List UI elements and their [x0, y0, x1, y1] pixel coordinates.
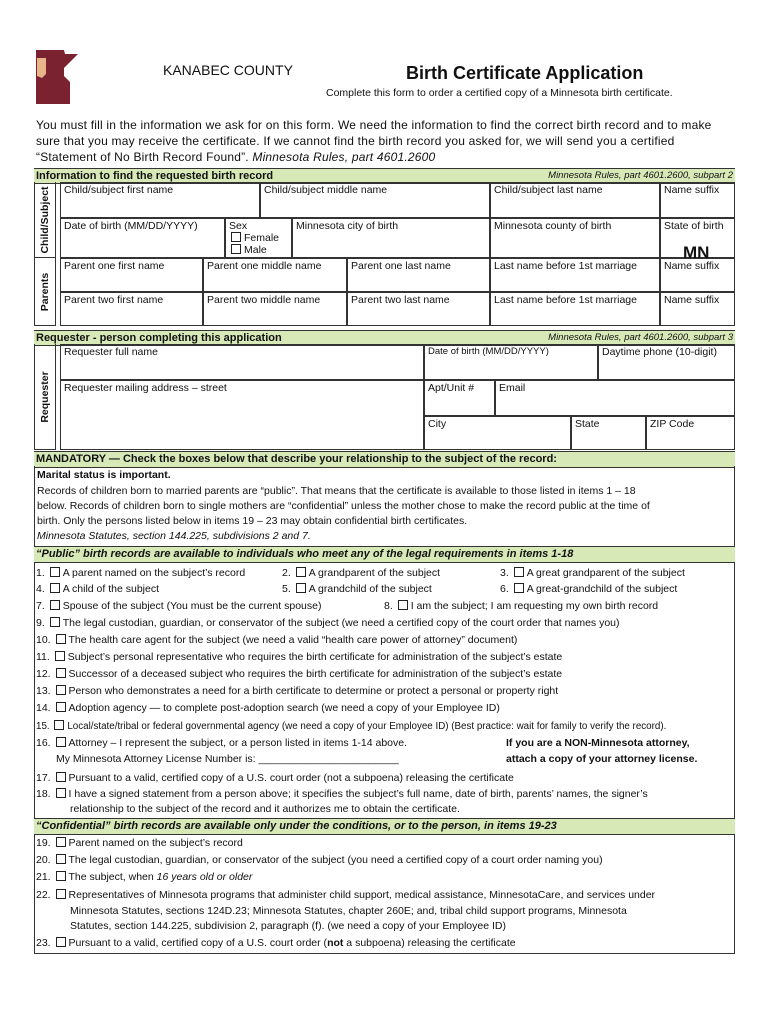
mandatory-line-3: birth. Only the persons listed below in items 19 – 23 may obtain confidential birth certificates.	[37, 515, 468, 527]
item-15-checkbox[interactable]	[54, 720, 64, 730]
item-20-checkbox[interactable]	[56, 854, 66, 864]
county-name: KANABEC COUNTY	[163, 62, 293, 78]
item-5-checkbox[interactable]	[296, 583, 306, 593]
page-subtitle: Complete this form to order a certified copy of a Minnesota birth certificate.	[326, 87, 673, 99]
state-value: MN	[683, 243, 710, 262]
requester-address-field[interactable]: Requester mailing address – street	[60, 380, 424, 450]
item-17-checkbox[interactable]	[56, 772, 66, 782]
item-3-checkbox[interactable]	[514, 567, 524, 577]
public-heading: “Public” birth records are available to individuals who meet any of the legal requirements in items 1-18	[36, 548, 574, 560]
item-16-note-1: If you are a NON-Minnesota attorney,	[506, 737, 690, 749]
parent1-middle-field[interactable]: Parent one middle name	[203, 258, 347, 292]
parent2-suffix-field[interactable]: Name suffix	[660, 292, 735, 326]
requester-dob-field[interactable]: Date of birth (MM/DD/YYYY)	[424, 344, 598, 380]
item-14: 14. Adoption agency — to complete post-adoption search (we need a copy of your Employee ID)	[36, 702, 500, 714]
child-suffix-field[interactable]: Name suffix	[660, 182, 735, 218]
intro-rule: Minnesota Rules, part 4601.2600	[252, 150, 436, 164]
confidential-heading: “Confidential” birth records are available only under the conditions, or to the person, in items 19-23	[36, 820, 557, 832]
item-11-checkbox[interactable]	[55, 651, 65, 661]
item-2: 2. A grandparent of the subject	[282, 567, 441, 579]
parent2-maiden-field[interactable]: Last name before 1st marriage	[490, 292, 660, 326]
intro-paragraph	[36, 117, 736, 165]
item-19: 19. Parent named on the subject’s record	[36, 837, 243, 849]
child-middle-name-field[interactable]: Child/subject middle name	[260, 182, 490, 218]
item-18: 18. I have a signed statement from a person above; it specifies the subject’s full name, date of birth, parents’ names, the signer’s	[36, 788, 648, 800]
requester-city-field[interactable]: City	[424, 416, 571, 450]
item-7: 7. Spouse of the subject (You must be the current spouse)	[36, 600, 322, 612]
requester-phone-field[interactable]: Daytime phone (10-digit)	[598, 344, 735, 380]
item-21-checkbox[interactable]	[56, 871, 66, 881]
requester-state-field[interactable]: State	[571, 416, 646, 450]
item-10: 10. The health care agent for the subject (we need a valid “health care power of attorney” document)	[36, 634, 518, 646]
child-first-name-field[interactable]: Child/subject first name	[60, 182, 260, 218]
item-16-note-2: attach a copy of your attorney license.	[506, 753, 698, 765]
parent1-first-field[interactable]: Parent one first name	[60, 258, 203, 292]
public-header	[34, 546, 735, 563]
requester-heading: Requester - person completing this application	[36, 332, 282, 344]
mandatory-statute: Minnesota Statutes, section 144.225, subdivisions 2 and 7.	[37, 530, 311, 542]
male-checkbox[interactable]	[231, 244, 241, 254]
requester-apt-field[interactable]: Apt/Unit #	[424, 380, 495, 416]
minnesota-map-logo	[34, 48, 80, 106]
item-17: 17. Pursuant to a valid, certified copy of a U.S. court order (not a subpoena) releasing the certificate	[36, 772, 514, 784]
item-3: 3. A great grandparent of the subject	[500, 567, 685, 579]
item-16: 16. Attorney – I represent the subject, or a person listed in items 1-14 above.	[36, 737, 408, 749]
item-15: 15. Local/state/tribal or federal governmental agency (we need a copy of your Employee ID) (Best practice: wait for family to verify the record).	[36, 721, 667, 732]
item-23: 23. Pursuant to a valid, certified copy of a U.S. court order (not a subpoena) releasing the certificate	[36, 937, 516, 949]
item-2-checkbox[interactable]	[296, 567, 306, 577]
item-7-checkbox[interactable]	[50, 600, 60, 610]
parent1-maiden-field[interactable]: Last name before 1st marriage	[490, 258, 660, 292]
parent2-middle-field[interactable]: Parent two middle name	[203, 292, 347, 326]
item-18-cont: relationship to the subject of the record and it authorizes me to obtain the certificate.	[70, 803, 460, 815]
item-11: 11. Subject’s personal representative who requires the birth certificate for administration of the subject’s estate	[36, 651, 563, 663]
mandatory-line-2: below. Records of children born to single mothers are “confidential” unless the mother chose to make the record public at the time of	[37, 500, 650, 512]
requester-name-field[interactable]: Requester full name	[60, 344, 424, 380]
item-1: 1. A parent named on the subject’s record	[36, 567, 246, 579]
requester-email-field[interactable]: Email	[495, 380, 735, 416]
sex-label: Sex	[229, 220, 248, 232]
page-title: Birth Certificate Application	[406, 63, 644, 83]
child-dob-field[interactable]: Date of birth (MM/DD/YYYY)	[60, 218, 225, 258]
intro-text: You must fill in the information we ask for on this form. We need the information to find the correct birth record and to make sure that you may receive the certificate. If we cannot find the birth record you asked for, we will send you a certified “Statement of No Birth Record Found”.	[36, 118, 712, 164]
side-label-parents: Parents	[34, 258, 56, 326]
item-13-checkbox[interactable]	[56, 685, 66, 695]
birth-state-field: State of birth MN	[660, 218, 735, 258]
mandatory-line-1: Records of children born to married parents are “public”. That means that the certificate is available to those listed in items 1 – 18	[37, 485, 636, 497]
item-22-checkbox[interactable]	[56, 889, 66, 899]
birth-city-field[interactable]: Minnesota city of birth	[292, 218, 490, 258]
requester-rule: Minnesota Rules, part 4601.2600, subpart 3	[548, 332, 733, 343]
item-21: 21. The subject, when 16 years old or older	[36, 871, 253, 883]
attorney-license-line[interactable]: My Minnesota Attorney License Number is: ________________________	[56, 753, 399, 765]
item-9-checkbox[interactable]	[50, 617, 60, 627]
item-1-checkbox[interactable]	[50, 567, 60, 577]
item-4-checkbox[interactable]	[50, 583, 60, 593]
item-10-checkbox[interactable]	[56, 634, 66, 644]
parent2-first-field[interactable]: Parent two first name	[60, 292, 203, 326]
parent1-last-field[interactable]: Parent one last name	[347, 258, 490, 292]
mandatory-heading: MANDATORY — Check the boxes below that describe your relationship to the subject of the record:	[36, 453, 557, 465]
item-12-checkbox[interactable]	[56, 668, 66, 678]
side-label-requester: Requester	[34, 344, 56, 450]
subject-heading: Information to find the requested birth record	[36, 170, 274, 182]
item-22-cont-1: Minnesota Statutes, sections 124D.23; Minnesota Statutes, chapter 260E; and, tribal child support programs, Minnesota	[70, 905, 627, 917]
female-checkbox[interactable]	[231, 232, 241, 242]
item-13: 13. Person who demonstrates a need for a birth certificate to determine or protect a personal or property right	[36, 685, 559, 697]
birth-county-field[interactable]: Minnesota county of birth	[490, 218, 660, 258]
item-23-checkbox[interactable]	[56, 937, 66, 947]
item-16-checkbox[interactable]	[56, 737, 66, 747]
item-6: 6. A great-grandchild of the subject	[500, 583, 678, 595]
item-4: 4. A child of the subject	[36, 583, 159, 595]
marital-note: Marital status is important.	[37, 469, 171, 481]
sex-field: Sex Female Male	[225, 218, 292, 258]
item-19-checkbox[interactable]	[56, 837, 66, 847]
parent1-suffix-field[interactable]: Name suffix	[660, 258, 735, 292]
item-9: 9. The legal custodian, guardian, or conservator of the subject (we need a certified copy of the court order that names you)	[36, 617, 620, 629]
item-22: 22. Representatives of Minnesota programs that administer child support, medical assistance, MinnesotaCare, and services under	[36, 889, 656, 901]
item-20: 20. The legal custodian, guardian, or conservator of the subject (you need a certified copy of a court order naming you)	[36, 854, 603, 866]
item-8-checkbox[interactable]	[398, 600, 408, 610]
item-14-checkbox[interactable]	[56, 702, 66, 712]
requester-zip-field[interactable]: ZIP Code	[646, 416, 735, 450]
item-6-checkbox[interactable]	[514, 583, 524, 593]
side-label-child: Child/Subject	[34, 182, 56, 258]
item-22-cont-2: Statutes, section 144.225, subdivision 2, paragraph (f). (we need a copy of your Employee ID)	[70, 920, 506, 932]
item-5: 5. A grandchild of the subject	[282, 583, 432, 595]
item-8: 8. I am the subject; I am requesting my own birth record	[384, 600, 659, 612]
subject-rule: Minnesota Rules, part 4601.2600, subpart 2	[548, 170, 733, 181]
confidential-header	[34, 818, 735, 835]
item-12: 12. Successor of a deceased subject who requires the birth certificate for administration of the subject’s estate	[36, 668, 563, 680]
item-18-checkbox[interactable]	[56, 788, 66, 798]
child-last-name-field[interactable]: Child/subject last name	[490, 182, 660, 218]
parent2-last-field[interactable]: Parent two last name	[347, 292, 490, 326]
